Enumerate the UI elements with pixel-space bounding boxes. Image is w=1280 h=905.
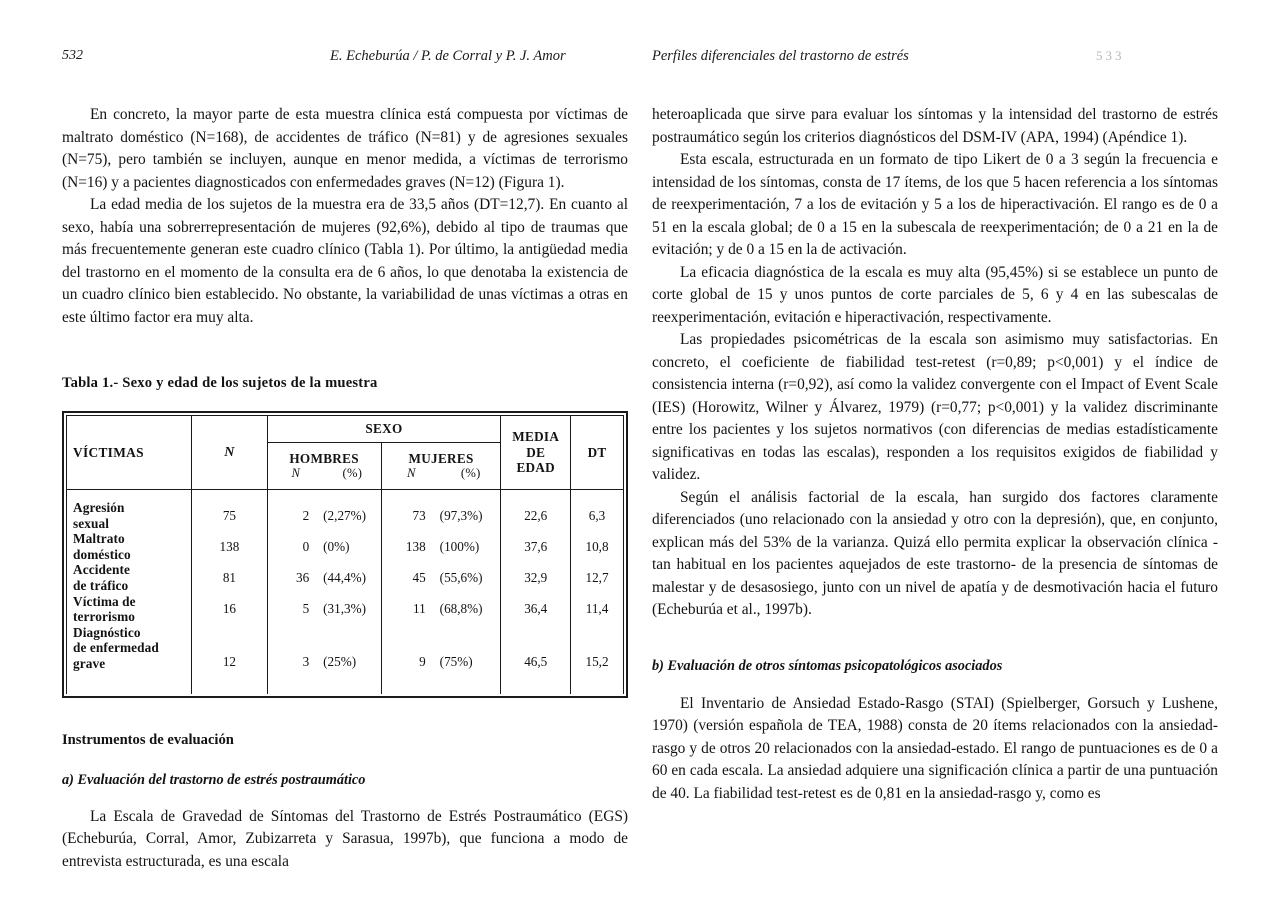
header-media-line1: MEDIA (512, 429, 560, 445)
header-mujeres-label: MUJERES (408, 450, 474, 466)
row-n: 16 (192, 594, 267, 625)
paragraph: Según el análisis factorial de la escala, han surgido dos factores claramente diferenciados (uno relacionado con la ansiedad y otro con la depresión), que, en conjunto, explican más del 53% de la varianza. Quizá ello permita explicar la observación clínica -tan habitual en los pacientes aquejados de este trastorno- de la presencia de síntomas de malestar y de desasosiego, junto con un nivel de apatía y de desmotivación hacia el futuro (Echeburúa et al., 1997b). (652, 488, 1218, 618)
row-label: Agresión sexual (67, 500, 192, 531)
row-hombres: 3 (25%) (267, 625, 381, 672)
row-mujeres: 45 (55,6%) (381, 562, 501, 593)
row-media-edad: 32,9 (501, 562, 571, 593)
header-hombres-n: N (291, 466, 301, 480)
row-n: 75 (192, 500, 267, 531)
sample-sex-age-table (66, 415, 624, 694)
table-spacer-row (67, 490, 624, 501)
left-running-head: E. Echeburúa / P. de Corral y P. J. Amor (330, 48, 566, 64)
heading-subsection-b: b) Evaluación de otros síntomas psicopatológicos asociados (652, 657, 1003, 674)
paragraph: La Escala de Gravedad de Síntomas del Trastorno de Estrés Postraumático (EGS) (Echeburúa, Corral, Amor, Zubizarreta y Sarasua, 1997b), que funciona a modo de entrevista estructurada, es una escala (62, 807, 628, 870)
paragraph: heteroaplicada que sirve para evaluar los síntomas y la intensidad del trastorno de estrés postraumático según los criterios diagnósticos del DSM-IV (APA, 1994) (Apéndice 1). (652, 106, 1218, 146)
header-n: N (192, 416, 267, 490)
table-row (67, 531, 624, 562)
row-label: Víctima de terrorismo (67, 594, 192, 625)
header-mujeres-pct: (%) (460, 466, 481, 480)
row-dt: 15,2 (571, 625, 624, 672)
row-n: 12 (192, 625, 267, 672)
row-label: Maltrato doméstico (67, 531, 192, 562)
header-media-line3: EDAD (516, 460, 556, 476)
row-media-edad: 37,6 (501, 531, 571, 562)
right-page-folio: 533 (1096, 48, 1125, 63)
header-media-line2: DE (526, 444, 546, 460)
table-header-row (67, 416, 624, 443)
table-row (67, 562, 624, 593)
row-hombres: 5 (31,3%) (267, 594, 381, 625)
table-row (67, 500, 624, 531)
row-label: Accidente de tráfico (67, 562, 192, 593)
paragraph: La edad media de los sujetos de la muestra era de 33,5 años (DT=12,7). En cuanto al sexo, había una sobrerrepresentación de mujeres (92,6%), debido al tipo de traumas que más frecuentemente generan este cuadro clínico (Tabla 1). Por último, la antigüedad media del trastorno en el momento de la consulta era de 6 años, lo que denotaba la existencia de un cuadro clínico bien establecido. No obstante, la variabilidad de unas víctimas a otras en este último factor era muy alta. (62, 196, 628, 326)
row-media-edad: 36,4 (501, 594, 571, 625)
header-sexo: SEXO (267, 416, 501, 443)
heading-instrumentos-evaluacion: Instrumentos de evaluación (62, 731, 234, 748)
table-caption: Tabla 1.- Sexo y edad de los sujetos de la muestra (62, 375, 378, 391)
header-mujeres-n: N (407, 466, 416, 480)
left-page-folio: 532 (62, 48, 83, 63)
row-hombres: 2 (2,27%) (267, 500, 381, 531)
header-mujeres (381, 443, 501, 490)
row-hombres: 36 (44,4%) (267, 562, 381, 593)
header-dt: DT (571, 416, 624, 490)
paragraph: En concreto, la mayor parte de esta muestra clínica está compuesta por víctimas de maltrato doméstico (N=168), de accidentes de tráfico (N=81) y de agresiones sexuales (N=75), pero también se incluyen, aunque en menor medida, a víctimas de terrorismo (N=16) y a pacientes diagnosticados con enfermedades graves (N=12) (Figura 1). (62, 106, 628, 191)
heading-subsection-a: a) Evaluación del trastorno de estrés postraumático (62, 771, 366, 788)
header-hombres (267, 443, 381, 490)
header-hombres-label: HOMBRES (289, 450, 359, 466)
row-mujeres: 11 (68,8%) (381, 594, 501, 625)
paragraph: Las propiedades psicométricas de la escala son asimismo muy satisfactorias. En concreto, el coeficiente de fiabilidad test-retest (r=0,89; p<0,001) y el índice de consistencia interna (r=0,92), así como la validez convergente con el Impact of Event Scale (IES) (Horowitz, Wilner y Álvarez, 1979) (r=0,77; p<0,001) y la validez discriminante entre los pacientes y los sujetos normativos (con diferencias de medias estadísticamente significativas en todas las escalas), responden a los requisitos exigidos de fiabilidad y validez. (652, 331, 1218, 483)
table-spacer-row (67, 672, 624, 694)
row-mujeres: 73 (97,3%) (381, 500, 501, 531)
row-dt: 10,8 (571, 531, 624, 562)
right-column (652, 104, 1218, 805)
row-media-edad: 22,6 (501, 500, 571, 531)
row-n: 138 (192, 531, 267, 562)
row-dt: 11,4 (571, 594, 624, 625)
header-media-de-edad (501, 416, 571, 490)
row-mujeres: 138 (100%) (381, 531, 501, 562)
row-media-edad: 46,5 (501, 625, 571, 672)
table-row (67, 625, 624, 672)
header-victimas: VÍCTIMAS (67, 416, 192, 490)
row-dt: 6,3 (571, 500, 624, 531)
row-dt: 12,7 (571, 562, 624, 593)
row-n: 81 (192, 562, 267, 593)
row-mujeres: 9 (75%) (381, 625, 501, 672)
left-column (62, 104, 628, 873)
row-label: Diagnóstico de enfermedad grave (67, 625, 192, 672)
right-running-head: Perfiles diferenciales del trastorno de estrés (652, 48, 909, 64)
table-container (62, 411, 628, 698)
row-hombres: 0 (0%) (267, 531, 381, 562)
table-row (67, 594, 624, 625)
paragraph: El Inventario de Ansiedad Estado-Rasgo (STAI) (Spielberger, Gorsuch y Lushene, 1970) (versión española de TEA, 1988) consta de 20 ítems relacionados con la ansiedad-rasgo y de otros 20 relacionados con la ansiedad-estado. El rango de puntuaciones es de 0 a 60 en cada escala. La ansiedad adquiere una significación clínica a partir de una puntuación de 40. La fiabilidad test-retest es de 0,81 en la ansiedad-rasgo y, como es (652, 694, 1218, 802)
header-hombres-pct: (%) (342, 466, 363, 480)
paragraph: Esta escala, estructurada en un formato de tipo Likert de 0 a 3 según la frecuencia e intensidad de los síntomas, consta de 17 ítems, de los que 5 hacen referencia a los síntomas de reexperimentación, 7 a los de evitación y 5 a los de hiperactivación. El rango es de 0 a 51 en la escala global; de 0 a 15 en la subescala de reexperimentación; de 0 a 21 en la de evitación; y de 0 a 15 en la de activación. (652, 151, 1218, 258)
paragraph: La eficacia diagnóstica de la escala es muy alta (95,45%) si se establece un punto de corte global de 15 y unos puntos de corte parciales de 5, 6 y 4 en las subescalas de reexperimentación, evitación e hiperactivación, respectivamente. (652, 263, 1218, 326)
